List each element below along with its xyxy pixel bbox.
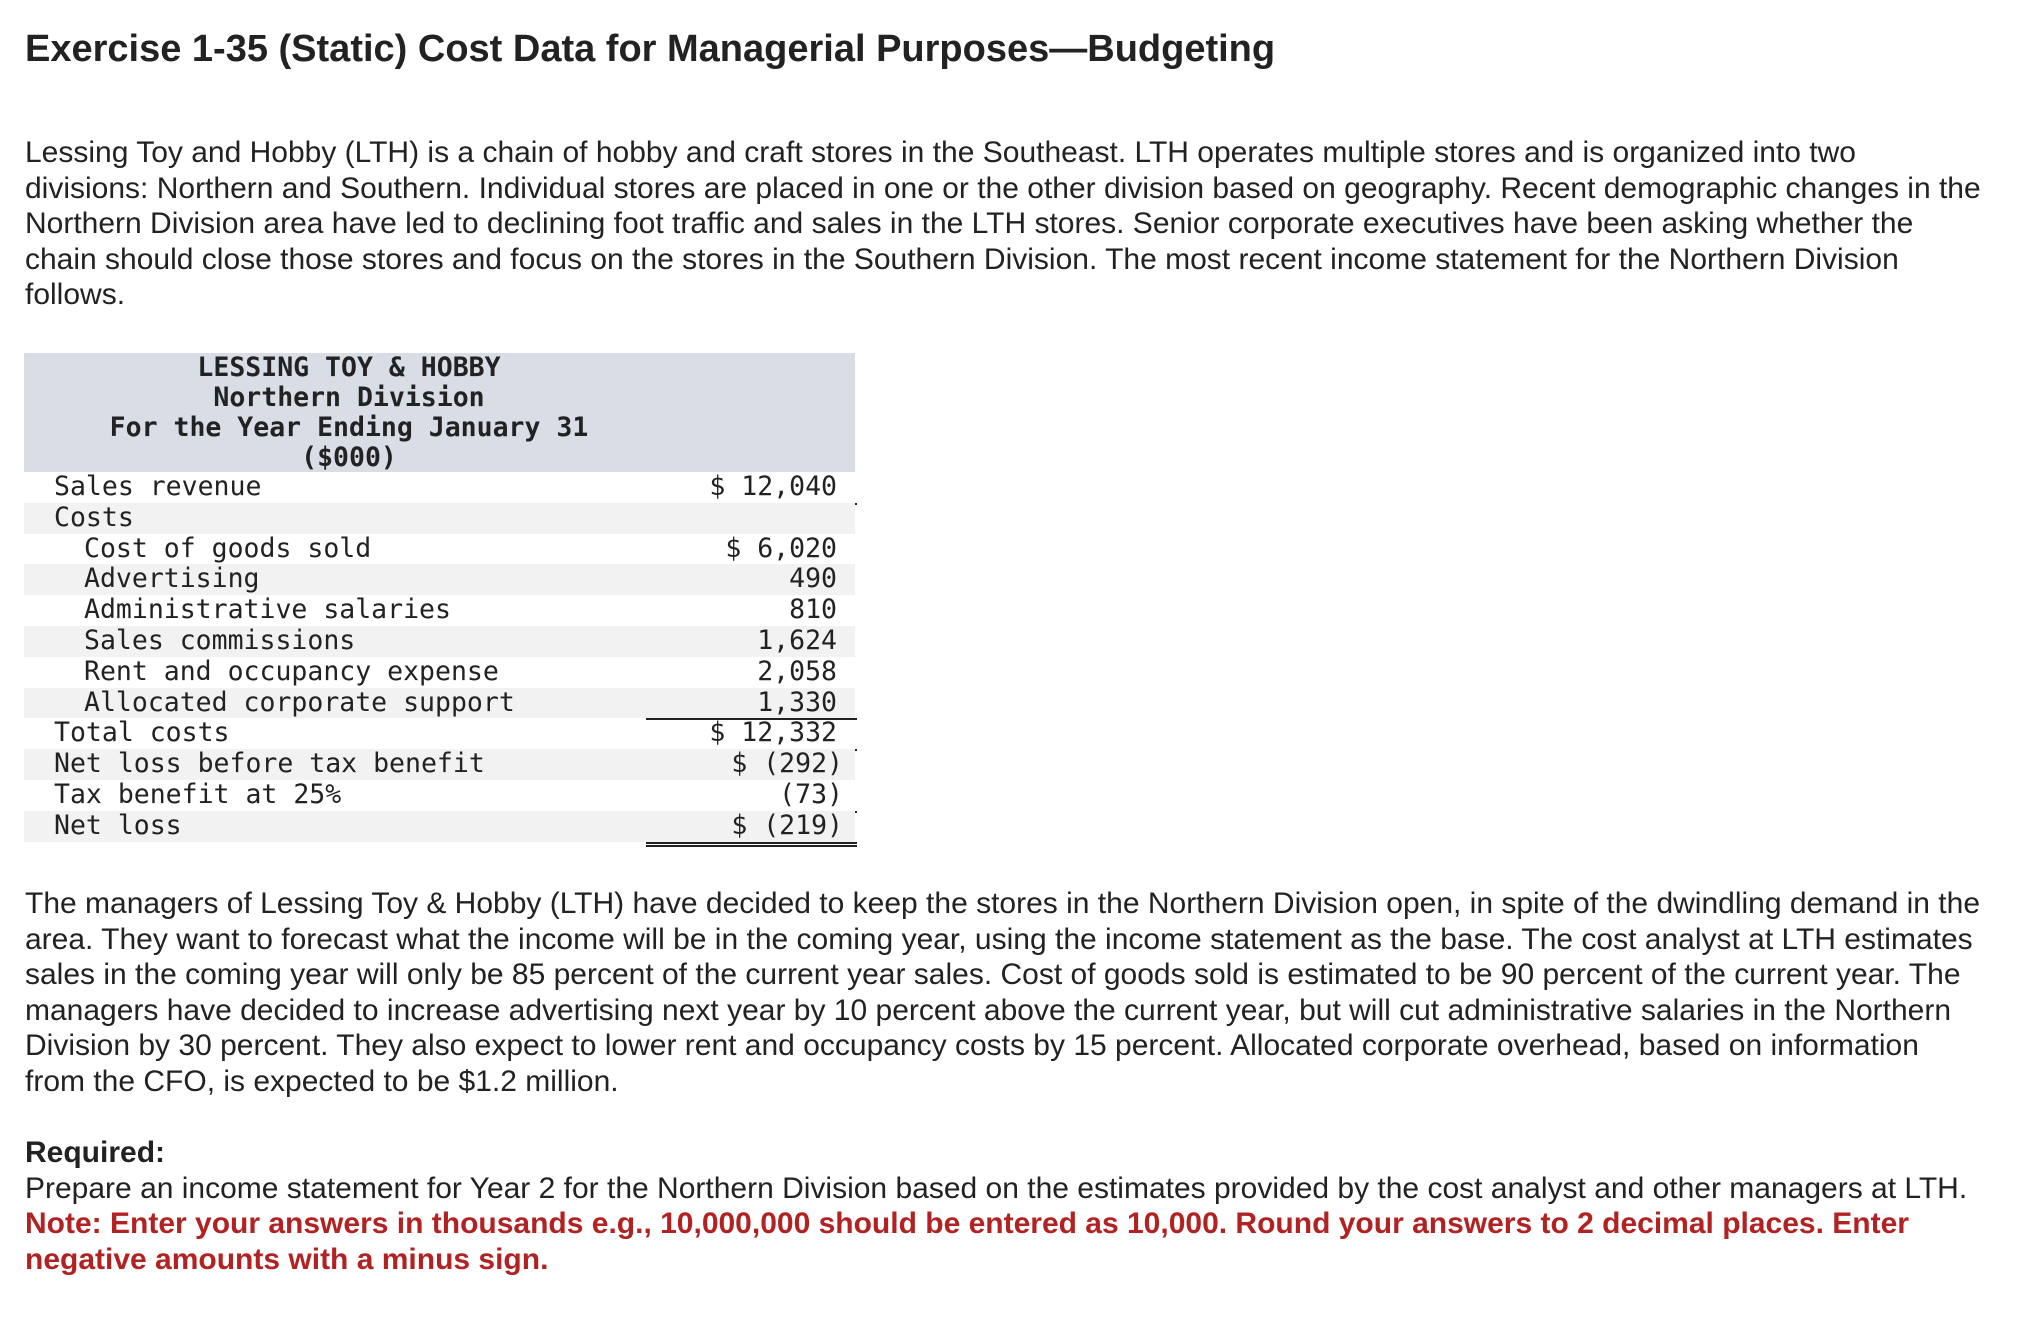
required-text: Prepare an income statement for Year 2 for the Northern Division based on the estimates provided by the cost analyst and other managers at LTH. [25, 1171, 1968, 1205]
intro-paragraph: Lessing Toy and Hobby (LTH) is a chain of hobby and craft stores in the Southeast. LTH operates multiple stores and is organized into two divisions: Northern and Southern. Individual stores are placed in one or the other division based on geography. Recent demographic changes in the Northern Division area have led to declining foot traffic and sales in the LTH stores. Senior corporate executives have been asking whether the chain should close those stores and focus on the stores in the Southern Division. The most recent income statement for the Northern Division follows. [25, 136, 1981, 311]
row-amount: $ (292) [731, 748, 843, 780]
row-amount: $ 12,332 [709, 717, 837, 749]
row-allocated-support [24, 688, 855, 719]
statement-header [24, 353, 855, 472]
row-label: Cost of goods sold [84, 532, 372, 564]
row-tax-benefit [24, 780, 855, 811]
scenario-paragraph: The managers of Lessing Toy & Hobby (LTH) have decided to keep the stores in the Northern Division open, in spite of the dwindling demand in the area. They want to forecast what the income will be in the coming year, using the income statement as the base. The cost analyst at LTH estimates sales in the coming year will only be 85 percent of the current year sales. Cost of goods sold is estimated to be 90 percent of the current year. The managers have decided to increase advertising next year by 10 percent above the current year, but will cut administrative salaries in the Northern Division by 30 percent. They also expect to lower rent and occupancy costs by 15 percent. Allocated corporate overhead, based on information from the CFO, is expected to be $1.2 million. [25, 887, 1981, 1098]
row-amount: $ (219) [731, 809, 843, 841]
row-sales-revenue [24, 472, 855, 503]
row-label: Costs [54, 501, 134, 533]
statement-period: For the Year Ending January 31 [109, 412, 589, 443]
row-label: Sales commissions [84, 624, 356, 656]
row-label: Net loss before tax benefit [54, 748, 485, 780]
required-section [25, 1135, 1985, 1277]
row-amount: 1,624 [757, 624, 837, 656]
statement-units: ($000) [301, 442, 397, 473]
statement-division: Northern Division [213, 382, 485, 413]
required-label: Required: [25, 1136, 166, 1169]
row-rent-occupancy [24, 657, 855, 688]
row-amount: 810 [789, 594, 837, 626]
row-label: Rent and occupancy expense [84, 655, 499, 687]
row-label: Administrative salaries [84, 594, 451, 626]
income-statement-table [24, 353, 855, 842]
row-net-loss-before-tax [24, 749, 855, 780]
row-admin-salaries [24, 595, 855, 626]
row-cogs [24, 534, 855, 565]
row-sales-commissions [24, 626, 855, 657]
row-label: Total costs [54, 717, 230, 749]
row-label: Allocated corporate support [84, 686, 515, 718]
row-amount: $ 6,020 [725, 532, 837, 564]
row-label: Tax benefit at 25% [54, 778, 342, 810]
row-amount: (73) [779, 778, 843, 810]
row-amount: 1,330 [757, 686, 837, 718]
row-label: Sales revenue [54, 471, 262, 502]
row-amount: 2,058 [757, 655, 837, 687]
row-total-costs [24, 718, 855, 749]
row-label: Advertising [84, 563, 260, 595]
row-amount: $ 12,040 [709, 471, 837, 502]
statement-company: LESSING TOY & HOBBY [197, 352, 501, 383]
row-advertising [24, 564, 855, 595]
row-net-loss [24, 811, 855, 842]
row-label: Net loss [54, 809, 182, 841]
exercise-title: Exercise 1-35 (Static) Cost Data for Managerial Purposes—Budgeting [25, 28, 1276, 70]
row-amount: 490 [789, 563, 837, 595]
row-costs [24, 503, 855, 534]
required-note: Note: Enter your answers in thousands e.g., 10,000,000 should be entered as 10,000. Round your answers to 2 decimal places. Enter negative amounts with a minus sign. [25, 1207, 1909, 1276]
